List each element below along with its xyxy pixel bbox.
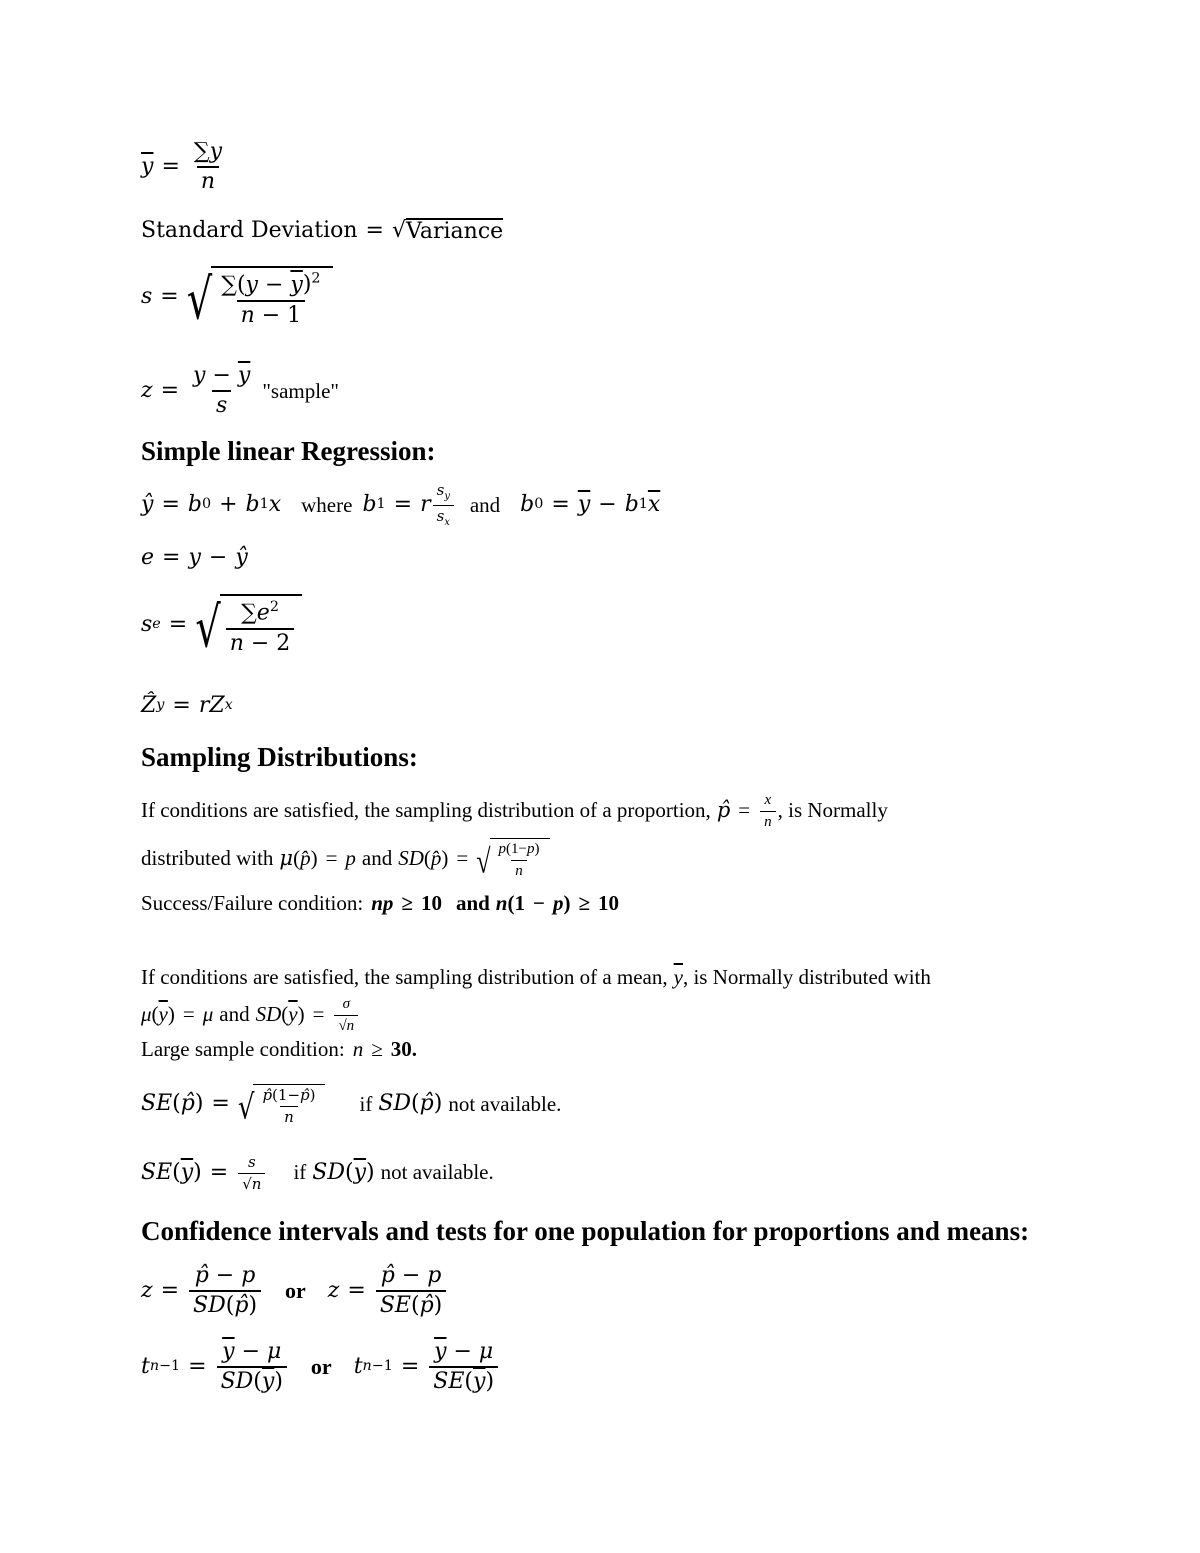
- formula-s: s = √ $\frac{\sum(y - \overline{y})^2}{n - 1}$: [141, 266, 333, 328]
- not-available-2: not available.: [380, 1160, 494, 1185]
- where-label: where: [301, 492, 353, 517]
- sd-label: Standard Deviation: [141, 218, 358, 243]
- formula-sd: Standard Deviation = √ Variance: [141, 218, 504, 244]
- or-label-1: or: [285, 1278, 306, 1304]
- not-available-1: not available.: [448, 1091, 562, 1116]
- mean-text-line2: μ ( $\overline{y}$ ) = μ and SD ( $\overline{y}$ ) = $\frac{\sigma}{√n}$: [141, 996, 360, 1034]
- mean-text-line1: If conditions are satisfied, the sampling distribution of a mean, $\overline{y}$ , is Normally distributed with: [141, 965, 931, 989]
- mean-text-and: and: [219, 1002, 250, 1027]
- mean-text-1: If conditions are satisfied, the sampling distribution of a mean,: [141, 965, 668, 989]
- large-label: Large sample condition:: [141, 1037, 345, 1061]
- prop-text-3: distributed with: [141, 845, 274, 870]
- heading-ci: Confidence intervals and tests for one population for proportions and means:: [141, 1216, 1030, 1246]
- formula-zhat: Ẑ y = rZ x: [141, 693, 233, 718]
- formula-regression-line: ŷ = b 0 + b 1 x where b 1 = r $\frac{s_y}{s_x}$ and b 0 = $\overline{y}$ − b 1 $\overline{x}$: [141, 481, 661, 528]
- formula-z-proportion: z = $\frac{p̂ - p}{SD(p̂)}$ or z = $\frac{p̂ - p}{SE(p̂)}$: [141, 1264, 448, 1318]
- heading-regression: Simple linear Regression:: [141, 436, 436, 466]
- prop-text-2: , is Normally: [777, 798, 888, 823]
- formula-se-ybar: SE ( $\overline{y}$ ) = $\frac{s}{√n}$ if SD ( $\overline{y}$ ) not available.: [141, 1153, 494, 1193]
- sample-label: "sample": [262, 378, 339, 403]
- or-label-2: or: [310, 1354, 332, 1380]
- formula-mean: $\overline{y}$ = $\frac{\sum y}{n}$: [141, 139, 223, 195]
- formula-t-mean: t n−1 = $\frac{\overline{y} - \mu}{SD(\overline{y})}$ or t n−1 = $\frac{\overline{y} - \mu}{SE(\overline{y})}$: [141, 1340, 500, 1394]
- if-label-2: if: [293, 1160, 307, 1185]
- heading-sampling: Sampling Distributions:: [141, 742, 418, 772]
- formula-se-phat: SE ( p̂ ) = √ $\frac{p̂(1-p̂)}{n}$ if SD ( p̂ ) not available.: [141, 1086, 562, 1128]
- prop-text-1: If conditions are satisfied, the sampling distribution of a proportion,: [141, 798, 711, 823]
- large-sample-condition: Large sample condition: n ≥ 30.: [141, 1037, 418, 1061]
- formula-z-sample: z = $\frac{y - \overline{y}}{s}$ "sample": [141, 363, 339, 419]
- success-failure-condition: Success/Failure condition: np ≥ 10 and n (1 − p ) ≥ 10: [141, 891, 619, 915]
- formula-residual: e = y − ŷ: [141, 545, 248, 570]
- if-label-1: if: [359, 1091, 373, 1116]
- proportion-text-line2: distributed with μ ( p̂ ) = p and SD ( p̂ ) = √ $\frac{p(1-p)}{n}$: [141, 838, 550, 879]
- and-label: and: [469, 492, 501, 517]
- proportion-text-line1: If conditions are satisfied, the sampling distribution of a proportion, p̂ = $\frac{x}{n}$ , is Normally: [141, 792, 888, 830]
- prop-text-and: and: [361, 845, 393, 870]
- variance-label: Variance: [406, 219, 504, 244]
- mean-text-2: , is Normally distributed with: [682, 965, 931, 989]
- success-label: Success/Failure condition:: [141, 891, 364, 915]
- and-label-2: and: [455, 891, 490, 915]
- formula-se-residual: s e = √ $\frac{\sum e^2}{n - 2}$: [141, 594, 302, 656]
